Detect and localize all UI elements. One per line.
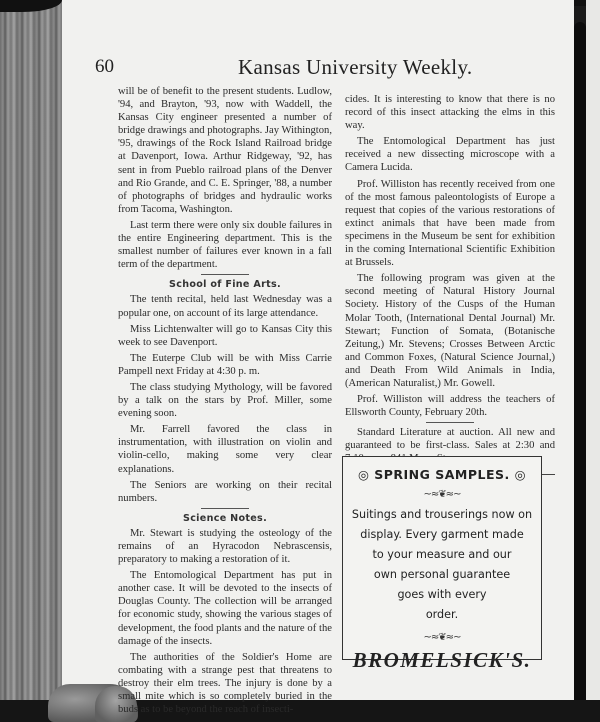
paragraph: Prof. Williston has recently received from one of the most famous paleontologists of Europe a request that copies of the various restorations of extinct animals that have been made from specimens in the Museum be sent for exhibition in the coming International Scientific Exhibition at Brussels. — [345, 178, 555, 269]
ad-line: goes with every — [397, 588, 487, 601]
paragraph: The Euterpe Club will be with Miss Carrie Pampell next Friday at 4:30 p. m. — [118, 352, 332, 377]
section-divider — [426, 422, 474, 423]
paragraph: Mr. Farrell favored the class in instrumentation, with illustration on violin and violin-cello, making some very clear explanations. — [118, 424, 332, 475]
paragraph: Miss Lichtenwalter will go to Kansas City this week to see Davenport. — [118, 323, 332, 348]
paragraph: The Entomological Department has put in another case. It will be devoted to the insects of Douglas County. The collection will be arranged for economic study, showing the various stages of development, the food plants and the nature of the damage of the insects. — [118, 570, 332, 647]
paragraph: The authorities of the Soldier's Home are combating with a strange pest that threatens to destroy their elm trees. The injury is done by a small mite which is so completely buried in the buds as to be beyond the reach of insecti- — [118, 651, 332, 716]
ornament-icon: ~≈❦≈~ — [423, 489, 461, 500]
ad-line: display. Every garment made — [360, 528, 524, 541]
section-divider — [201, 274, 249, 275]
auction-notice: Standard Literature at auction. All new and guaranteed to be first-class. Sales at 2:30 and — [345, 427, 555, 452]
paragraph: Last term there were only six double failures in the entire Engineering department. This is the smallest number of failures ever known in a fall term of the department. — [118, 219, 332, 271]
page-number: 60 — [95, 56, 114, 77]
ad-heading-text: SPRING SAMPLES. — [374, 467, 510, 482]
paragraph: Mr. Stewart is studying the osteology of the remains of an Hyracodon Nebrascensis, preparatory to making a restoration of it. — [118, 527, 332, 566]
paragraph: The following program was given at the second meeting of Natural History Journal Society. History of the Cusps of the Human Molar Tooth, (International Dental Journal) Mr. Stewart; Function of Somata, (Botanische Zeitung,) Mr. Stevens; Crosses Between Arctic and Common Foxes, (Natural Science Journal,) and Death From Wild Animals in India, (American Naturalist,) Mr. Gowell. — [345, 273, 555, 389]
paragraph: cides. It is interesting to know that there is no record of this insect attacking the elms in this way. — [345, 94, 555, 132]
section-heading-fine-arts: School of Fine Arts. — [169, 279, 281, 291]
ad-line: own personal guarantee — [373, 568, 511, 581]
right-column — [345, 93, 555, 481]
bullet-icon: ◎ — [357, 467, 370, 482]
ornament-icon: ~≈❦≈~ — [423, 632, 461, 643]
paragraph: will be of benefit to the present students. Ludlow, '94, and Brayton, '93, now with Waddell, the Kansas City engineer presented a number of bridge drawings and photographs. Jay Withington, '95, drawings of the Rock Island Railroad bridge at Davenport, Iowa. Arthur Ridgeway, '92, has sent in from Pueblo railroad plans of the Denver and Rio Grande, and C. E. Springer, '88, a number of photographs of bridges and hydraulic works from Tacoma, Washington. — [118, 86, 332, 215]
paragraph: The Entomological Department has just received a new dissecting microscope with a Camera Lucida. — [345, 136, 555, 174]
ad-line: order. — [425, 608, 459, 621]
facing-page-edge — [586, 0, 600, 700]
ad-line: Suitings and trouserings now on — [351, 508, 533, 521]
ad-brand: BROMELSICK'S. — [352, 648, 532, 672]
publication-title: Kansas University Weekly. — [238, 55, 473, 79]
section-heading-science: Science Notes. — [182, 512, 268, 524]
ad-heading — [343, 467, 541, 482]
paragraph: Prof. Williston will address the teachers of Ellsworth County, February 20th. — [345, 394, 555, 419]
paragraph: The tenth recital, held last Wednesday was a popular one, on account of its large attendance. — [118, 294, 332, 319]
paragraph: The class studying Mythology, will be favored by a talk on the stars by Prof. Miller, some evening soon. — [118, 381, 332, 420]
section-divider — [201, 508, 249, 509]
paragraph: The Seniors are working on their recital numbers. — [118, 479, 332, 504]
advertisement-box — [342, 456, 542, 672]
page-stack-edge — [0, 0, 62, 700]
bullet-icon: ◎ — [514, 467, 527, 482]
ad-line: to your measure and our — [372, 548, 512, 561]
book-gutter — [574, 22, 586, 712]
left-column — [118, 85, 332, 719]
